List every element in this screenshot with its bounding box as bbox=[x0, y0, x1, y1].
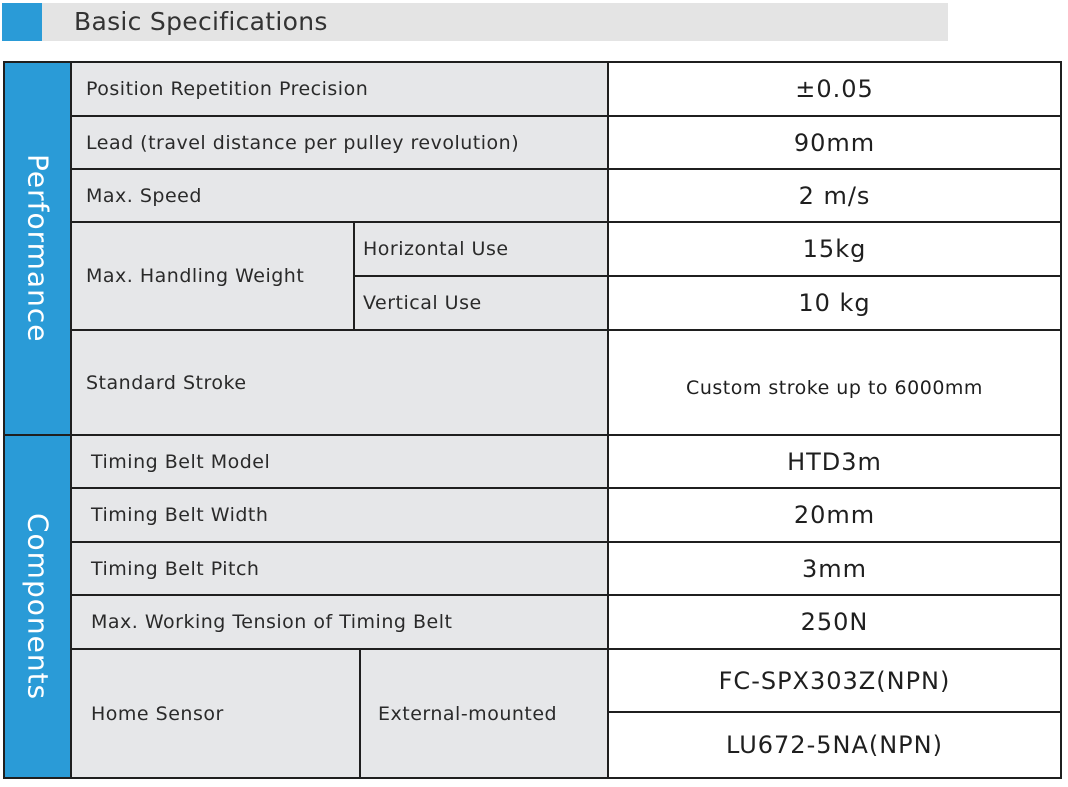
spec-value-belt-width: 20mm bbox=[609, 489, 1060, 541]
spec-value-precision: ±0.05 bbox=[609, 63, 1060, 115]
spec-value-standard-stroke: Custom stroke up to 6000mm bbox=[609, 331, 1060, 434]
spec-label-belt-tension: Max. Working Tension of Timing Belt bbox=[72, 596, 607, 648]
components-section-label bbox=[5, 436, 70, 777]
spec-value-horizontal-use: 15kg bbox=[609, 223, 1060, 275]
spec-label-horizontal-use: Horizontal Use bbox=[355, 223, 607, 275]
spec-value-home-sensor-2: LU672-5NA(NPN) bbox=[609, 713, 1060, 777]
spec-label-max-speed: Max. Speed bbox=[72, 170, 607, 221]
spec-value-belt-model: HTD3m bbox=[609, 436, 1060, 487]
spec-label-standard-stroke: Standard Stroke bbox=[72, 331, 607, 434]
spec-value-lead: 90mm bbox=[609, 117, 1060, 168]
header-accent-block bbox=[2, 3, 42, 41]
spec-label-home-sensor: Home Sensor bbox=[72, 650, 359, 777]
spec-label-lead: Lead (travel distance per pulley revolution) bbox=[72, 117, 607, 168]
spec-value-belt-tension: 250N bbox=[609, 596, 1060, 648]
spec-label-belt-model: Timing Belt Model bbox=[72, 436, 607, 487]
spec-label-handling-weight: Max. Handling Weight bbox=[72, 223, 353, 329]
spec-value-max-speed: 2 m/s bbox=[609, 170, 1060, 221]
spec-value-belt-pitch: 3mm bbox=[609, 543, 1060, 594]
section-header bbox=[2, 3, 948, 41]
spec-label-vertical-use: Vertical Use bbox=[355, 277, 607, 329]
spec-label-belt-width: Timing Belt Width bbox=[72, 489, 607, 541]
spec-value-home-sensor-1: FC-SPX303Z(NPN) bbox=[609, 650, 1060, 711]
page-title: Basic Specifications bbox=[74, 7, 328, 36]
components-label-text: Components bbox=[21, 512, 55, 701]
spec-table bbox=[3, 61, 1062, 779]
spec-label-belt-pitch: Timing Belt Pitch bbox=[72, 543, 607, 594]
performance-section-label bbox=[5, 63, 70, 434]
spec-label-precision: Position Repetition Precision bbox=[72, 63, 607, 115]
spec-value-vertical-use: 10 kg bbox=[609, 277, 1060, 329]
performance-label-text: Performance bbox=[21, 154, 55, 343]
spec-label-external-mounted: External-mounted bbox=[361, 650, 607, 777]
